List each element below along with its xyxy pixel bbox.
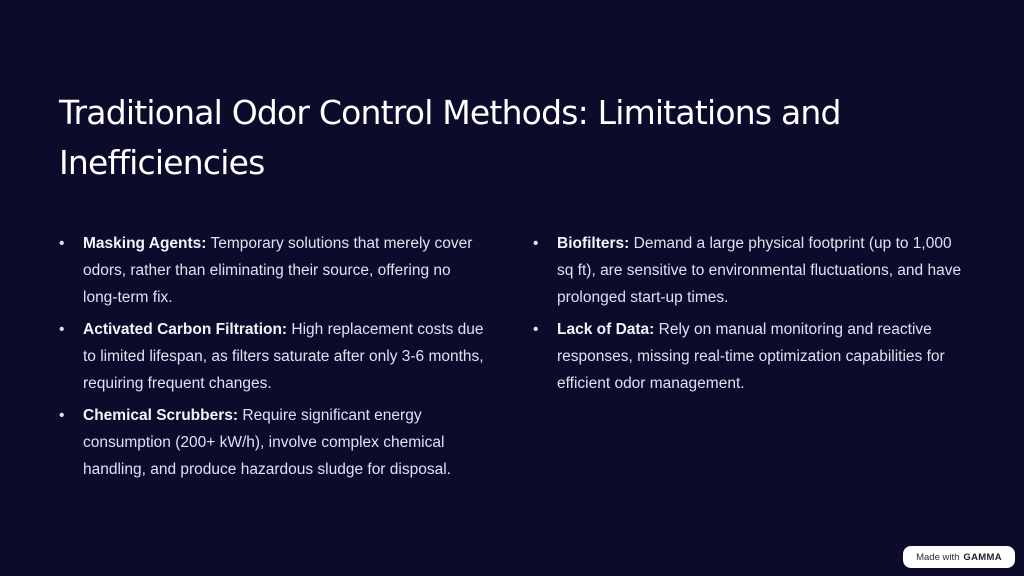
bullet-description: Temporary solutions that merely cover odors, rather than eliminating their source, offering no long-term fix. (83, 235, 473, 306)
bullet-item-biofilters (533, 230, 963, 311)
bullet-term: Chemical Scrubbers: (83, 407, 239, 424)
bullet-term: Masking Agents: (83, 235, 207, 252)
bullet-item-activated-carbon (59, 316, 484, 397)
bullet-description: High replacement costs due to limited lifespan, as filters saturate after only 3-6 months, requiring frequent changes. (83, 321, 484, 392)
bullet-icon: • (59, 407, 65, 424)
badge-prefix: Made with (916, 551, 960, 563)
bullet-item-masking-agents (59, 230, 484, 311)
bullet-icon: • (59, 235, 65, 252)
bullet-icon: • (533, 321, 539, 338)
bullet-term: Biofilters: (557, 235, 630, 252)
left-bullet-list (59, 230, 484, 488)
made-with-gamma-badge[interactable] (903, 546, 1015, 568)
bullet-term: Activated Carbon Filtration: (83, 321, 288, 338)
bullet-term: Lack of Data: (557, 321, 655, 338)
right-bullet-list (533, 230, 963, 402)
bullet-item-lack-of-data (533, 316, 963, 397)
bullet-item-chemical-scrubbers (59, 402, 484, 483)
bullet-description: Demand a large physical footprint (up to 1,000 sq ft), are sensitive to environmental fluctuations, and have prolonged start-up times. (557, 235, 962, 306)
gamma-logo: GAMMA (963, 551, 1002, 563)
bullet-description: Require significant energy consumption (200+ kW/h), involve complex chemical handling, and produce hazardous sludge for disposal. (83, 407, 451, 478)
slide-title: Traditional Odor Control Methods: Limitations and Inefficiencies (59, 93, 841, 182)
bullet-icon: • (533, 235, 539, 252)
bullet-description: Rely on manual monitoring and reactive responses, missing real-time optimization capabilities for efficient odor management. (557, 321, 945, 392)
bullet-icon: • (59, 321, 65, 338)
